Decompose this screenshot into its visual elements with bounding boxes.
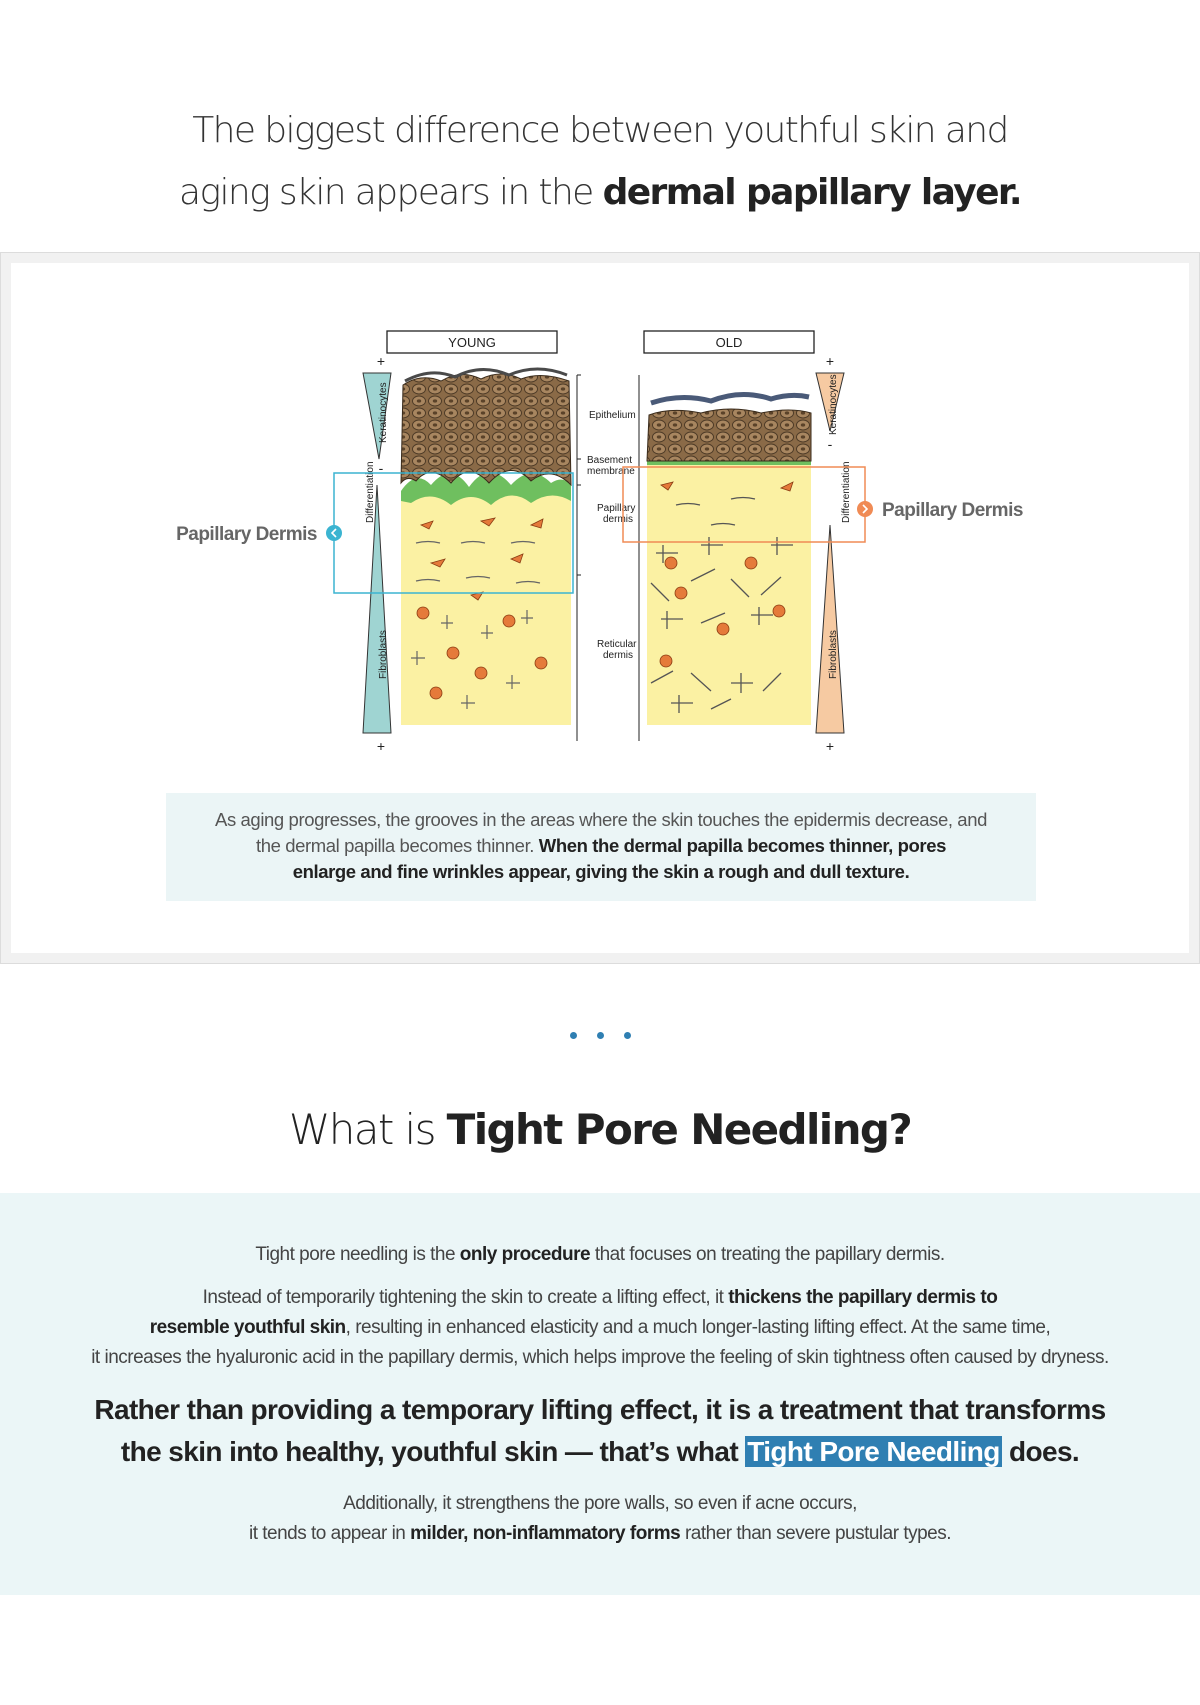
- p1-text-a: Tight pore needling is the: [255, 1244, 460, 1265]
- figure-panel: [11, 263, 1189, 953]
- old-fibroblasts-label: Fibroblasts: [828, 630, 839, 679]
- young-minus: -: [378, 460, 384, 476]
- p3-text-b: the skin into healthy, youthful skin — that’s what: [120, 1436, 746, 1467]
- old-dermis: [647, 463, 811, 725]
- p3-highlight: Tight Pore Needling: [747, 1436, 1000, 1467]
- p4-text-d: rather than severe pustular types.: [680, 1523, 952, 1544]
- p3-text-a: Rather than providing a temporary lifting effect, it is a treatment that transforms: [94, 1394, 1106, 1425]
- young-callout-marker: [326, 525, 342, 541]
- p4-text-b: it tends to appear in: [248, 1523, 411, 1544]
- p2-text-e: it increases the hyaluronic acid in the papillary dermis, which helps improve the feeling of skin tightness often caused by dryness.: [91, 1347, 1109, 1368]
- caption-line2: the dermal papilla becomes thinner.: [255, 835, 539, 856]
- section-title: [0, 1100, 1200, 1160]
- p4-text-a: Additionally, it strengthens the pore walls, so even if acne occurs,: [343, 1493, 857, 1514]
- skin-layer-diagram: [11, 263, 1189, 783]
- skin-comparison-figure: [0, 252, 1200, 964]
- old-keratinocytes-label: Keratinocytes: [828, 374, 839, 435]
- papillary-label-1: Papillary: [597, 503, 636, 514]
- p2-text-d: , resulting in enhanced elasticity and a much longer-lasting lifting effect. At the same time,: [345, 1317, 1051, 1338]
- p2-text-a: Instead of temporarily tightening the skin to create a lifting effect, it: [202, 1287, 729, 1308]
- paragraph-1: [0, 1241, 1200, 1269]
- old-plus-top: +: [825, 353, 835, 369]
- young-scale-bracket: [577, 375, 581, 741]
- young-plus-bottom: +: [376, 738, 386, 754]
- divider-dot: [624, 1032, 631, 1039]
- basement-label-2: membrane: [587, 466, 635, 477]
- old-differentiation-label: Differentiation: [841, 461, 852, 523]
- p2-text-bold-2: resemble youthful skin: [149, 1317, 346, 1338]
- papillary-label-2: dermis: [603, 514, 634, 525]
- young-plus-top: +: [376, 353, 386, 369]
- p2-text-bold-1: thickens the papillary dermis to: [728, 1287, 998, 1308]
- headline: [0, 100, 1200, 224]
- headline-line2: aging skin appears in the: [179, 172, 603, 213]
- young-differentiation-label: Differentiation: [365, 461, 376, 523]
- caption-line3-bold: enlarge and fine wrinkles appear, giving the skin a rough and dull texture.: [292, 861, 910, 882]
- young-callout-label: Papillary Dermis: [176, 524, 317, 545]
- procedure-description: [0, 1193, 1200, 1595]
- paragraph-2: [0, 1283, 1200, 1373]
- aging-caption: [166, 793, 1036, 901]
- old-fibroblast-wedge: [816, 525, 844, 733]
- paragraph-4: [0, 1489, 1200, 1549]
- reticular-label-2: dermis: [603, 650, 634, 661]
- p3-text-c: does.: [1001, 1436, 1080, 1467]
- section-title-bold: Tight Pore Needling?: [446, 1105, 912, 1154]
- p4-text-bold: milder, non-inflammatory forms: [410, 1523, 681, 1544]
- divider-dot: [597, 1032, 604, 1039]
- old-label: OLD: [715, 335, 743, 350]
- p1-text-c: that focuses on treating the papillary dermis.: [590, 1244, 945, 1265]
- caption-line2-bold: When the dermal papilla becomes thinner, pores: [538, 835, 946, 856]
- old-plus-bottom: +: [825, 738, 835, 754]
- epithelium-label: Epithelium: [589, 410, 636, 421]
- divider-dot: [570, 1032, 577, 1039]
- old-epithelium: [647, 409, 811, 461]
- old-minus: -: [827, 436, 833, 452]
- headline-line1: The biggest difference between youthful skin and: [192, 110, 1008, 151]
- caption-line1: As aging progresses, the grooves in the areas where the skin touches the epidermis decrease, and: [215, 809, 987, 830]
- basement-label-1: Basement: [587, 455, 633, 466]
- young-keratinocytes-label: Keratinocytes: [378, 382, 389, 443]
- headline-line2-bold: dermal papillary layer.: [602, 172, 1021, 213]
- old-stratum-corneum: [651, 394, 809, 403]
- reticular-label-1: Reticular: [597, 639, 637, 650]
- young-label: YOUNG: [448, 335, 496, 350]
- old-callout-label: Papillary Dermis: [882, 500, 1023, 521]
- key-statement: [0, 1389, 1200, 1473]
- section-title-light: What is: [288, 1105, 447, 1154]
- p1-text-bold: only procedure: [459, 1244, 591, 1265]
- young-epithelium: [401, 374, 571, 485]
- section-divider-dots: [570, 1032, 631, 1039]
- old-callout-marker: [857, 501, 873, 517]
- young-fibroblasts-label: Fibroblasts: [378, 630, 389, 679]
